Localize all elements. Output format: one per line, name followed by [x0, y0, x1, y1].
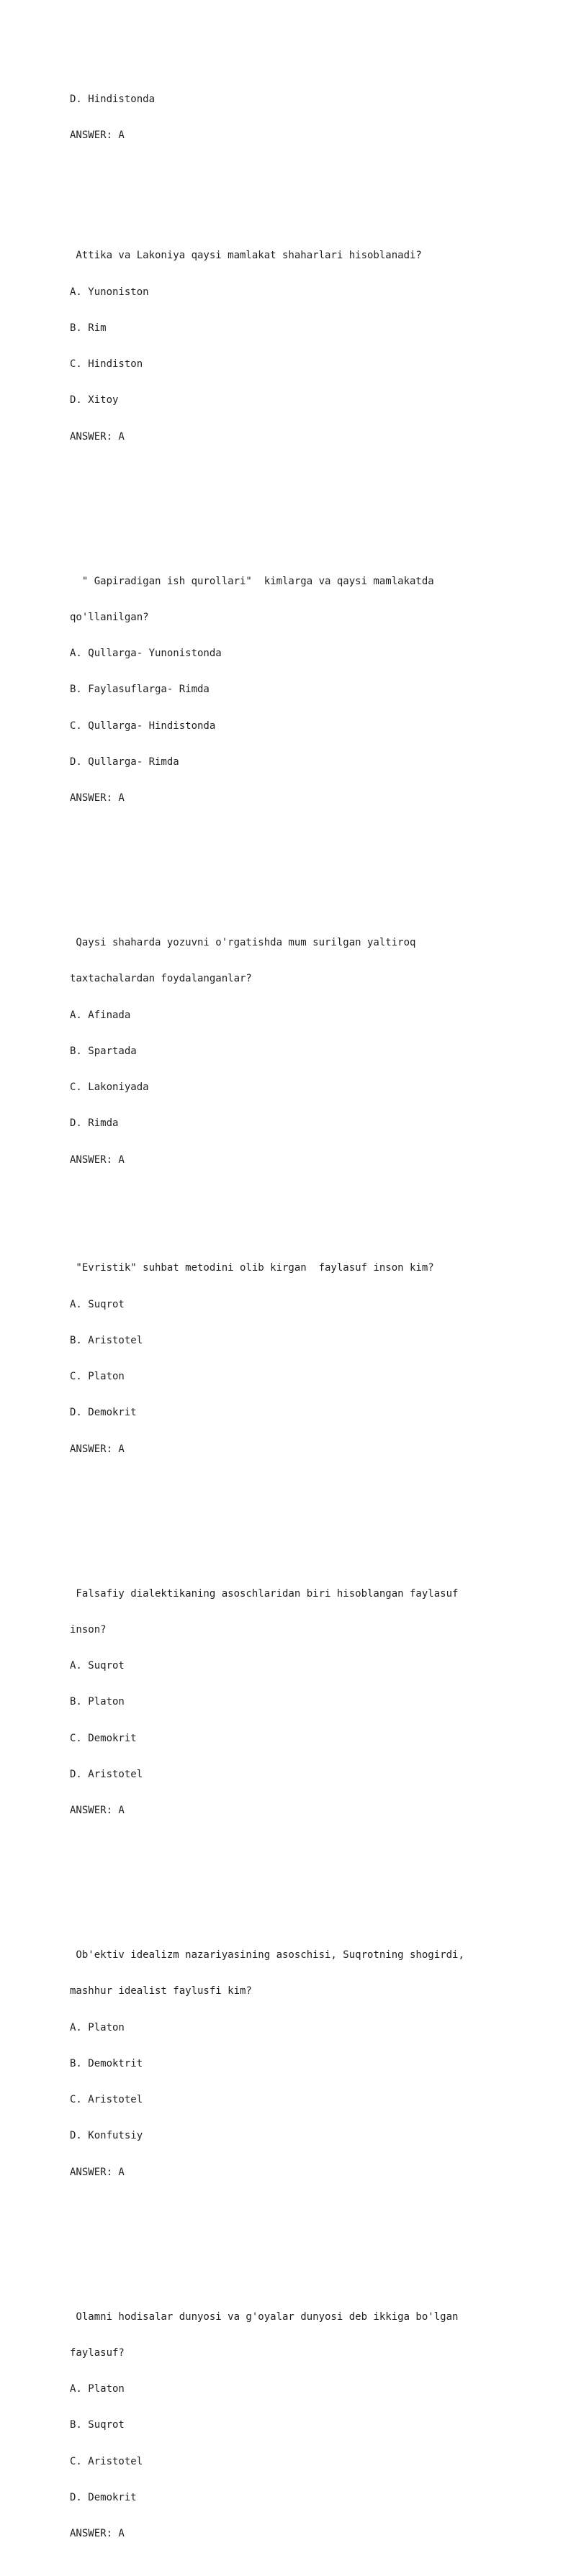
- blank-line: [70, 1503, 559, 1515]
- question-text: Attika va Lakoniya qaysi mamlakat shaharlari hisoblanadi?: [70, 250, 422, 262]
- question-block: [70, 1926, 559, 2203]
- blank-line: [70, 1865, 559, 1877]
- option-d: D. Hindistonda: [70, 93, 156, 105]
- answer-line: ANSWER: A: [70, 1443, 125, 1455]
- question-block: [70, 2287, 559, 2564]
- option-c: C. Aristotel: [70, 2094, 143, 2105]
- answer-line: ANSWER: A: [70, 1153, 125, 1166]
- question-text: faylasuf?: [70, 2346, 125, 2359]
- blank-line: [70, 2226, 559, 2239]
- option-d: D. Aristotel: [70, 1768, 143, 1780]
- option-c: C. Hindiston: [70, 358, 143, 370]
- option-b: B. Spartada: [70, 1045, 137, 1057]
- answer-line: ANSWER: A: [70, 1805, 125, 1816]
- option-a: A. Qullarga- Yunonistonda: [70, 648, 222, 659]
- question-block: [70, 913, 559, 1190]
- option-c: C. Qullarga- Hindistonda: [70, 720, 216, 732]
- answer-line: ANSWER: A: [70, 792, 125, 804]
- option-b: B. Faylasuflarga- Rimda: [70, 684, 210, 696]
- option-b: B. Aristotel: [70, 1334, 143, 1346]
- option-a: A. Suqrot: [70, 1298, 125, 1310]
- question-block: [70, 551, 559, 828]
- document-page: [70, 69, 559, 2576]
- option-b: B. Suqrot: [70, 2419, 125, 2431]
- option-a: A. Platon: [70, 2021, 125, 2033]
- option-d: D. Demokrit: [70, 1407, 137, 1419]
- option-a: A. Yunoniston: [70, 286, 149, 298]
- question-text: " Gapiradigan ish qurollari" kimlarga va qaysi mamlakatda: [70, 575, 434, 587]
- option-d: D. Konfutsiy: [70, 2130, 143, 2142]
- option-b: B. Rim: [70, 322, 107, 334]
- answer-line: ANSWER: A: [70, 129, 125, 141]
- question-text: mashhur idealist faylusfi kim?: [70, 1985, 252, 1997]
- option-a: A. Suqrot: [70, 1660, 125, 1672]
- option-c: C. Lakoniyada: [70, 1081, 149, 1093]
- question-block: [70, 226, 559, 467]
- question-text: qo'llanilgan?: [70, 611, 149, 623]
- question-text: "Evristik" suhbat metodini olib kirgan faylasuf inson kim?: [70, 1262, 434, 1274]
- question-text: inson?: [70, 1623, 107, 1636]
- question-text: Olamni hodisalar dunyosi va g'oyalar dunyosi deb ikkiga bo'lgan: [70, 2310, 459, 2323]
- blank-line: [70, 853, 559, 865]
- option-d: D. Rimda: [70, 1117, 119, 1130]
- option-d: D. Demokrit: [70, 2491, 137, 2503]
- blank-line: [70, 165, 559, 178]
- option-c: C. Aristotel: [70, 2455, 143, 2467]
- question-block: [70, 1564, 559, 1841]
- question-text: taxtachalardan foydalanganlar?: [70, 973, 252, 985]
- answer-line: ANSWER: A: [70, 2528, 125, 2539]
- option-d: D. Qullarga- Rimda: [70, 756, 179, 768]
- question-text: Falsafiy dialektikaning asoschlaridan biri hisoblangan faylasuf: [70, 1587, 459, 1600]
- option-b: B. Demoktrit: [70, 2057, 143, 2069]
- answer-line: ANSWER: A: [70, 2166, 125, 2178]
- question-text: Qaysi shaharda yozuvni o'rgatishda mum surilgan yaltiroq: [70, 937, 416, 948]
- blank-line: [70, 491, 559, 503]
- option-c: C. Platon: [70, 1371, 125, 1382]
- option-c: C. Demokrit: [70, 1732, 137, 1744]
- option-b: B. Platon: [70, 1696, 125, 1708]
- answer-line: ANSWER: A: [70, 430, 125, 443]
- question-block: [70, 1238, 559, 1479]
- option-a: A. Afinada: [70, 1009, 131, 1021]
- option-d: D. Xitoy: [70, 394, 119, 407]
- question-text: Ob'ektiv idealizm nazariyasining asoschisi, Suqrotning shogirdi,: [70, 1949, 464, 1961]
- option-a: A. Platon: [70, 2383, 125, 2395]
